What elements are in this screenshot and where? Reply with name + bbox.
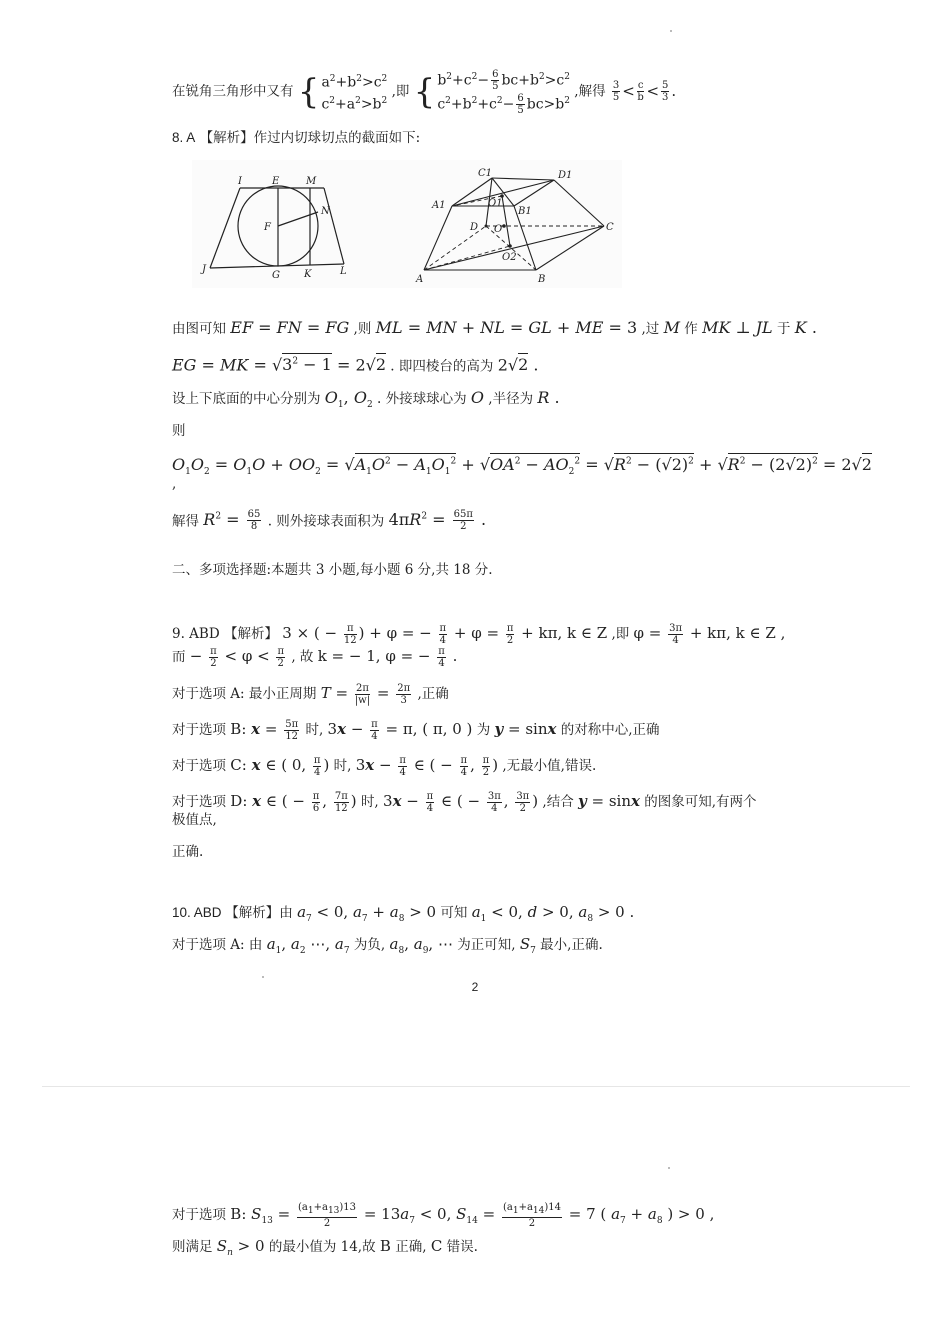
q9-header: 9. ABD 【解析】 <box>172 626 278 642</box>
label-D: D <box>470 222 479 233</box>
trapezoid-left <box>210 188 240 268</box>
q9-D-post2: 极值点, <box>172 812 217 828</box>
q10-B-final-pre: 则满足 <box>172 1239 213 1255</box>
q8-known-text: 由图可知 <box>172 321 226 337</box>
q9-D-mid2: ,结合 <box>542 794 574 810</box>
q8-O: O <box>470 388 484 407</box>
label-O1: O1 <box>488 198 503 209</box>
q9-C-eq: 3x − $\frac{\pi}{4}$ ∈ ( − $\frac{\pi}{4}$ , $\frac{\pi}{2}$ ) <box>355 754 499 778</box>
q9-B-eq: 3x − $\frac{\pi}{4}$ = π, ( π, 0 ) <box>327 718 473 742</box>
q8-eq-EF: EF = FN = FG <box>230 318 350 337</box>
q8-R2: $R^2$ = $\frac{65}{8}$ <box>203 509 261 533</box>
acute-ji: ,即 <box>391 83 410 100</box>
q10-A-neg: $a_1$, $a_2$ ⋯, $a_7$ <box>266 935 350 956</box>
label-I: I <box>238 176 242 187</box>
q10-C-letter: C <box>430 1237 443 1255</box>
edge-BC <box>536 226 604 270</box>
q8-solve-line <box>172 504 487 533</box>
label-A: A <box>416 274 424 285</box>
q9-D-x: D: x ∈ ( − $\frac{\pi}{6}$ , $\frac{7\pi}{12}$ ) <box>230 790 357 814</box>
q8-centers-text2: . 外接球球心为 <box>376 391 467 407</box>
q8-header-text: 【解析】作过内切球切点的截面如下: <box>199 130 421 146</box>
q9-header-line <box>172 620 785 646</box>
q8-eq-EG: EG = MK = $√3^2 - 1 = 2√2$ <box>172 355 386 375</box>
q9-ji: ,即 <box>611 626 630 642</box>
label-E: E <box>272 176 280 187</box>
point-O2 <box>508 244 512 248</box>
q10-A-post: 最小,正确. <box>540 937 603 953</box>
q8-comma-line <box>172 474 176 494</box>
q9-er: 而 <box>172 649 186 665</box>
q9-A-post: ,正确 <box>417 686 449 702</box>
q8-solve-text: 解得 <box>172 513 199 530</box>
q10-option-B <box>172 1200 714 1228</box>
edge-C1D1 <box>492 178 554 180</box>
q9-B-mid2: 为 <box>476 722 491 738</box>
acute-triangle-line <box>172 68 677 117</box>
q9-B-func: y = sinx <box>494 720 557 738</box>
q10-cond: $a_7 < 0$, $a_7 + a_8 > 0$ <box>297 903 437 924</box>
q8-distance-eq: $O_1O_2 = O_1O + OO_2 = √A_1O^2 - A_1O_1^2 + √OA^2 - AO_2^2 = √R^2 - (√2)^2 + √R^2 - (2√2)^2 = 2√2$ <box>172 455 872 478</box>
q9-D-func: y = sinx <box>578 792 640 810</box>
page-divider <box>42 1086 910 1087</box>
q8-M: M <box>663 318 680 337</box>
q9-option-A <box>172 680 449 706</box>
acute-result: $\frac{3}{5}$ < $\frac{c}{b}$ < $\frac{5}{3}$ . <box>612 80 677 104</box>
q10-B-letter: B <box>379 1237 391 1255</box>
q8-ze-line <box>172 421 186 441</box>
q10-A-mid2: 为正可知, <box>457 937 516 953</box>
q8-eq-ML: ML = MN + NL = GL + ME = 3 <box>375 318 638 337</box>
q9-k: k = − 1, φ = − $\frac{\pi}{4}$ . <box>317 645 458 669</box>
q8-known-line <box>172 318 817 339</box>
q10-A-mid: 为负, <box>353 937 386 953</box>
q8-height-line <box>172 352 538 376</box>
q8-header <box>172 128 420 148</box>
q8-distance-line <box>172 448 872 476</box>
q10-header-line <box>172 902 634 929</box>
q9-C-pre: 对于选项 <box>172 758 226 774</box>
q10-B-final-mid: 的最小值为 14,故 <box>268 1239 376 1255</box>
q9-eq-1: 3 × ( − $\frac{\pi}{12}$ ) + φ = − $\frac{\pi}{4}$ + φ = $\frac{\pi}{2}$ + kπ, k ∈ Z <box>282 622 608 646</box>
q8-centers-text3: ,半径为 <box>488 391 534 407</box>
q10-header: 10. ABD 【解析】由 <box>172 905 293 920</box>
q10-result: $a_1 < 0$, d > 0, $a_8 > 0$ . <box>471 903 635 924</box>
q8-K: K . <box>794 318 817 337</box>
q9-A-period: T = $\frac{2\pi}{|w|}$ = $\frac{2\pi}{3}$ <box>320 682 411 706</box>
q10-B-eq: B: $S_{13}$ = $\frac{(a_1+a_{13})13}{2}$ = $13a_7 < 0$, $S_{14}$ = $\frac{(a_1+a_{14})14}{2}$ = 7 ( $a_7 + a_8$ ) > 0 , <box>230 1201 715 1229</box>
q9-option-B <box>172 716 660 742</box>
segment-FN <box>278 212 318 226</box>
q8-known-then: ,则 <box>353 321 372 337</box>
q9-range-line <box>172 644 457 668</box>
q10-B-final-mid2: 正确, <box>395 1239 427 1255</box>
point-D <box>485 225 488 228</box>
acute-solve: ,解得 <box>574 83 606 100</box>
page-number: 2 <box>471 980 479 994</box>
system-2: $b^2+c^2-$ $\frac{6}{5}$ $bc+b^2>c^2$ $c^2+b^2+c^2-$ $\frac{6}{5}$ $bc>b^2$ <box>437 69 570 117</box>
trapezoid-diagram <box>210 186 344 268</box>
label-L: L <box>340 266 347 277</box>
label-J: J <box>202 264 207 275</box>
trapezoid-right <box>324 188 344 264</box>
axis-O1O2 <box>502 196 510 246</box>
point-O1 <box>500 194 504 198</box>
q10-A-S7: $S_7$ <box>519 935 536 956</box>
edge-D1C <box>554 180 604 226</box>
label-G: G <box>272 270 280 281</box>
label-F: F <box>264 222 271 233</box>
q9-eq-2: φ = $\frac{3\pi}{4}$ + kπ, k ∈ Z , <box>633 622 786 646</box>
label-O2: O2 <box>502 252 517 263</box>
q10-B-Sn: $S_n > 0$ <box>216 1237 265 1258</box>
q10-A-pos: $a_8$, $a_9$, ⋯ <box>389 935 453 956</box>
q8-number: 8. A <box>172 130 196 145</box>
brace-1: { <box>297 72 320 113</box>
q10-A-pre: 对于选项 A: 由 <box>172 937 263 953</box>
q8-centers-text: 设上下底面的中心分别为 <box>172 391 321 407</box>
label-O: O <box>494 224 503 235</box>
point-O <box>502 224 506 228</box>
label-B: B <box>538 274 546 285</box>
q8-O1O2: $O_1$, $O_2$ <box>324 388 373 411</box>
label-B1: B1 <box>518 206 532 217</box>
label-N: N <box>321 206 330 217</box>
label-M: M <box>306 176 317 187</box>
q9-C-x: C: x ∈ ( 0, $\frac{\pi}{4}$ ) <box>230 754 330 778</box>
q8-area-text: . 则外接球表面积为 <box>267 513 385 530</box>
q8-figure-svg <box>192 160 622 288</box>
q9-C-post: ,无最小值,错误. <box>502 758 597 774</box>
q9-D-post: 的图象可知,有两个 <box>644 794 757 810</box>
brace-2: { <box>413 72 436 113</box>
q8-figure <box>192 160 622 288</box>
q9-B-mid: 时, <box>305 722 324 738</box>
q8-area-value: $4\pi R^2$ = $\frac{65\pi}{2}$ . <box>388 509 487 533</box>
q10-kz: 可知 <box>440 905 468 921</box>
q9-C-mid: 时, <box>333 758 352 774</box>
q8-known-yu: 于 <box>776 321 791 337</box>
q9-D-mid: 时, <box>360 794 379 810</box>
q10-B-final <box>172 1236 478 1263</box>
q8-R: R . <box>537 388 560 407</box>
label-A1: A1 <box>432 200 446 211</box>
q9-D-pre: 对于选项 <box>172 794 226 810</box>
q9-range: − $\frac{\pi}{2}$ < φ < $\frac{\pi}{2}$ <box>189 645 285 669</box>
q9-option-D <box>172 788 757 814</box>
section-2-text: 二、多项选择题:本题共 3 小题,每小题 6 分,共 18 分. <box>172 562 493 578</box>
label-C: C <box>606 222 614 233</box>
q8-centers-line <box>172 388 560 415</box>
q8-known-guo: ,过 <box>641 321 660 337</box>
label-K: K <box>304 269 312 280</box>
q9-D-post3: 正确. <box>172 844 204 860</box>
diag-AC <box>424 226 604 270</box>
system-1: $a^2+b^2>c^2$ $c^2+a^2>b^2$ <box>321 73 388 113</box>
q10-option-A <box>172 934 603 961</box>
frustum-labels <box>415 168 614 285</box>
q8-height-text: . 即四棱台的高为 <box>390 358 494 375</box>
label-C1: C1 <box>478 168 493 179</box>
q8-known-zuo: 作 <box>684 321 698 337</box>
q9-D-cont <box>172 810 217 830</box>
acute-prefix: 在锐角三角形中又有 <box>172 83 294 100</box>
q9-D-eq: 3x − $\frac{\pi}{4}$ ∈ ( − $\frac{3\pi}{4}$ , $\frac{3\pi}{2}$ ) <box>383 790 539 814</box>
q9-B-x: B: x = $\frac{5\pi}{12}$ <box>230 718 299 742</box>
q9-option-C <box>172 752 596 778</box>
label-D1: D1 <box>558 170 573 181</box>
q10-B-pre: 对于选项 <box>172 1207 226 1223</box>
q9-B-pre: 对于选项 <box>172 722 226 738</box>
q8-eq-MK: MK ⊥ JL <box>702 318 773 337</box>
edge-D1B1 <box>514 180 554 206</box>
q8-ze: 则 <box>172 423 186 439</box>
q8-comma: , <box>172 476 177 492</box>
q9-D-correct <box>172 842 203 862</box>
q9-A-pre: 对于选项 A: 最小正周期 <box>172 686 317 702</box>
q10-B-final-post: 错误. <box>446 1239 478 1255</box>
q9-B-post: 的对称中心,正确 <box>560 722 660 738</box>
section-2-heading <box>172 560 493 580</box>
q8-height-value: 2√2 . <box>497 355 539 375</box>
q9-gu: , 故 <box>291 649 314 665</box>
